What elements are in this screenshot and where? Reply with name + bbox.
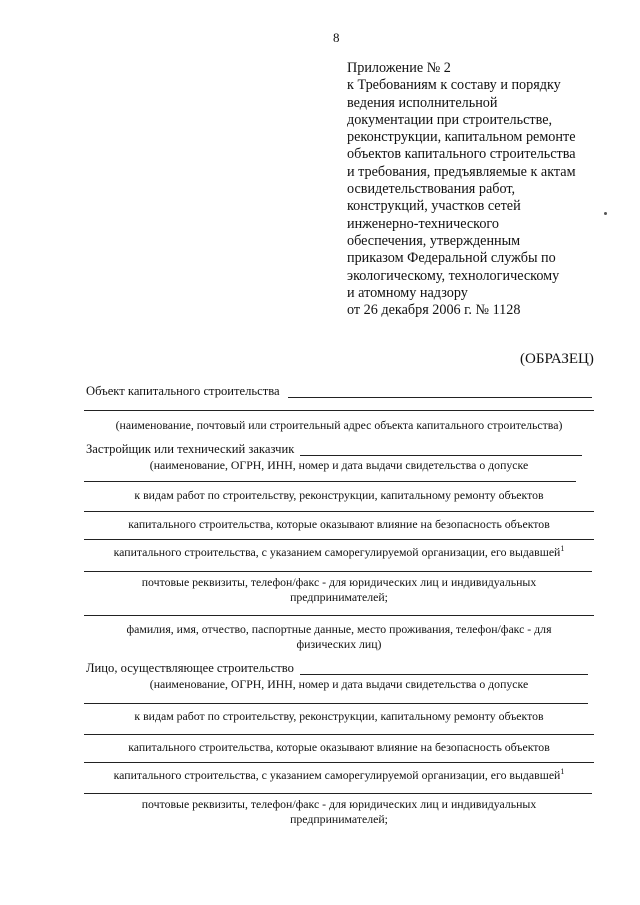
- appendix-line: конструкций, участков сетей: [347, 198, 521, 215]
- builder-field-line[interactable]: [84, 703, 588, 704]
- appendix-line: к Требованиям к составу и порядку: [347, 77, 561, 94]
- object-hint: (наименование, почтовый или строительный адрес объекта капитального строительства): [115, 418, 563, 432]
- builder-label: Лицо, осуществляющее строительство: [86, 661, 294, 675]
- developer-hint: капитального строительства, с указанием саморегулируемой организации, его выдавшей: [113, 545, 561, 559]
- appendix-line: объектов капитального строительства: [347, 146, 576, 163]
- developer-field-line[interactable]: [84, 615, 594, 616]
- object-field-line-2[interactable]: [84, 410, 594, 411]
- builder-hint: капитального строительства, с указанием саморегулируемой организации, его выдавшей: [113, 768, 561, 782]
- appendix-line: обеспечения, утвержденным: [347, 232, 521, 249]
- object-label: Объект капитального строительства: [86, 384, 280, 398]
- page-number: 8: [333, 30, 340, 45]
- developer-field-line[interactable]: [84, 539, 594, 540]
- builder-field-line[interactable]: [84, 793, 592, 794]
- appendix-line: ведения исполнительной: [347, 94, 498, 111]
- appendix-line: инженерно-технического: [347, 215, 499, 232]
- builder-hint-row: [84, 768, 594, 783]
- developer-field-line[interactable]: [84, 481, 576, 482]
- builder-hint: почтовые реквизиты, телефон/факс - для юридических лиц и индивидуальных: [141, 797, 537, 811]
- developer-hint: фамилия, имя, отчество, паспортные данные, место проживания, телефон/факс - для: [126, 622, 552, 636]
- appendix-line: документации при строительстве,: [347, 111, 553, 128]
- builder-hint: предпринимателей;: [290, 812, 388, 826]
- appendix-line: и атомному надзору: [347, 284, 468, 301]
- appendix-line: и требования, предъявляемые к актам: [347, 163, 576, 180]
- developer-hint: предпринимателей;: [290, 590, 388, 604]
- developer-hint: почтовые реквизиты, телефон/факс - для юридических лиц и индивидуальных: [141, 575, 537, 589]
- builder-hint: к видам работ по строительству, реконструкции, капитальному ремонту объектов: [134, 709, 544, 723]
- developer-field-line[interactable]: [84, 571, 592, 572]
- developer-field-line[interactable]: [300, 455, 582, 456]
- appendix-line: от 26 декабря 2006 г. № 1128: [347, 302, 521, 319]
- developer-field-line[interactable]: [84, 511, 594, 512]
- object-field-line[interactable]: [288, 397, 592, 398]
- scan-dot: [604, 212, 607, 215]
- developer-hint: физических лиц): [296, 637, 382, 651]
- appendix-line: реконструкции, капитальном ремонте: [347, 129, 576, 146]
- builder-hint: капитального строительства, которые оказывают влияние на безопасность объектов: [128, 740, 550, 754]
- builder-field-line[interactable]: [84, 762, 594, 763]
- builder-field-line[interactable]: [300, 674, 588, 675]
- developer-label: Застройщик или технический заказчик: [86, 442, 295, 456]
- builder-field-line[interactable]: [84, 734, 594, 735]
- sample-label: (ОБРАЗЕЦ): [520, 351, 594, 367]
- developer-hint: (наименование, ОГРН, ИНН, номер и дата выдачи свидетельства о допуске: [149, 458, 529, 472]
- footnote-mark: 1: [560, 767, 565, 776]
- developer-hint-row: [84, 545, 594, 560]
- developer-hint: капитального строительства, которые оказывают влияние на безопасность объектов: [128, 517, 550, 531]
- appendix-line: экологическому, технологическому: [347, 267, 560, 284]
- footnote-mark: 1: [560, 544, 565, 553]
- developer-hint: к видам работ по строительству, реконструкции, капитальному ремонту объектов: [134, 488, 544, 502]
- appendix-line: освидетельствования работ,: [347, 181, 516, 198]
- appendix-line: приказом Федеральной службы по: [347, 250, 556, 267]
- appendix-header: [347, 60, 637, 319]
- builder-hint: (наименование, ОГРН, ИНН, номер и дата выдачи свидетельства о допуске: [149, 677, 529, 691]
- appendix-line: Приложение № 2: [347, 60, 451, 76]
